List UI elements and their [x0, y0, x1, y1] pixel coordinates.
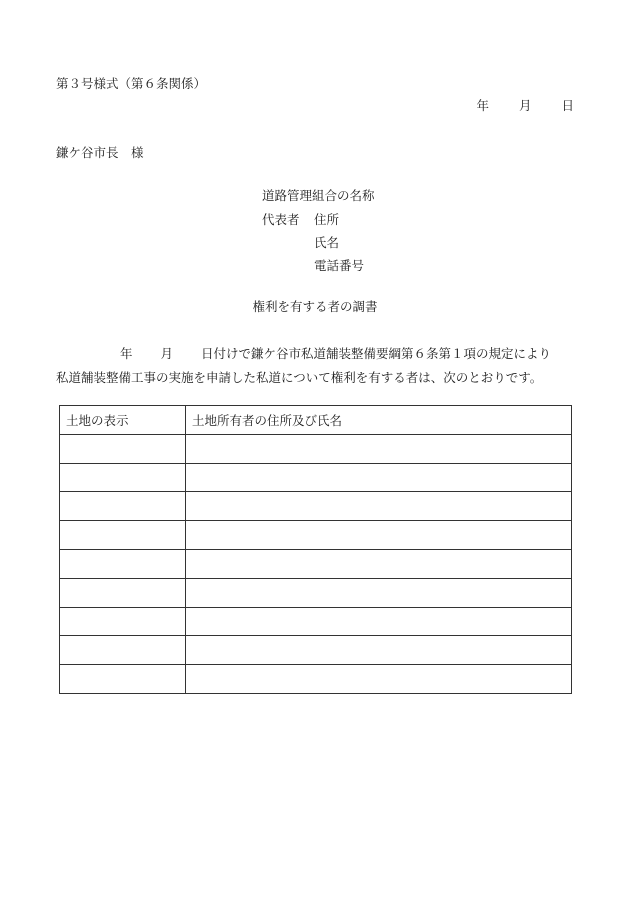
date-line	[476, 100, 574, 113]
body-year-label: 年	[120, 346, 133, 361]
land-display-cell[interactable]	[60, 665, 186, 694]
land-display-cell[interactable]	[60, 549, 186, 578]
land-display-cell[interactable]	[60, 434, 186, 463]
org-name-label: 道路管理組合の名称	[262, 188, 375, 203]
addressee: 鎌ケ谷市長 様	[56, 145, 144, 160]
body-line-2: 私道舗装整備工事の実施を申請した私道について権利を有する者は、次のとおりです。	[56, 370, 543, 385]
owner-address-name-cell[interactable]	[186, 607, 572, 636]
table-header-row	[60, 406, 572, 435]
owner-address-name-cell[interactable]	[186, 521, 572, 550]
table-body	[60, 434, 572, 693]
representative-label: 代表者	[262, 212, 300, 227]
table-row	[60, 521, 572, 550]
date-year-label: 年	[476, 98, 489, 113]
land-display-cell[interactable]	[60, 492, 186, 521]
table-row	[60, 434, 572, 463]
owner-address-name-cell[interactable]	[186, 578, 572, 607]
land-display-cell[interactable]	[60, 521, 186, 550]
form-number: 第３号様式（第６条関係）	[56, 76, 207, 91]
land-display-cell[interactable]	[60, 578, 186, 607]
land-display-cell[interactable]	[60, 463, 186, 492]
rights-holders-table	[59, 405, 572, 694]
land-display-cell[interactable]	[60, 607, 186, 636]
land-display-cell[interactable]	[60, 636, 186, 665]
owner-address-name-cell[interactable]	[186, 665, 572, 694]
header-land-display: 土地の表示	[60, 406, 186, 435]
body-line-1	[120, 348, 551, 361]
table-row	[60, 549, 572, 578]
document-title: 権利を有する者の調書	[252, 299, 378, 314]
address-label: 住所	[314, 212, 340, 227]
table-row	[60, 463, 572, 492]
owner-address-name-cell[interactable]	[186, 636, 572, 665]
owner-address-name-cell[interactable]	[186, 434, 572, 463]
body-month-label: 月	[160, 346, 174, 361]
table-row	[60, 492, 572, 521]
body-line-1-text: 日付けで鎌ケ谷市私道舗装整備要綱第６条第１項の規定により	[201, 346, 552, 361]
table-row	[60, 665, 572, 694]
table-row	[60, 578, 572, 607]
table-row	[60, 636, 572, 665]
date-day-label: 日	[561, 98, 574, 113]
header-owner-address-name: 土地所有者の住所及び氏名	[186, 406, 572, 435]
name-label: 氏名	[314, 235, 340, 250]
table-row	[60, 607, 572, 636]
owner-address-name-cell[interactable]	[186, 463, 572, 492]
phone-label: 電話番号	[314, 258, 365, 273]
owner-address-name-cell[interactable]	[186, 549, 572, 578]
owner-address-name-cell[interactable]	[186, 492, 572, 521]
date-month-label: 月	[518, 98, 532, 113]
